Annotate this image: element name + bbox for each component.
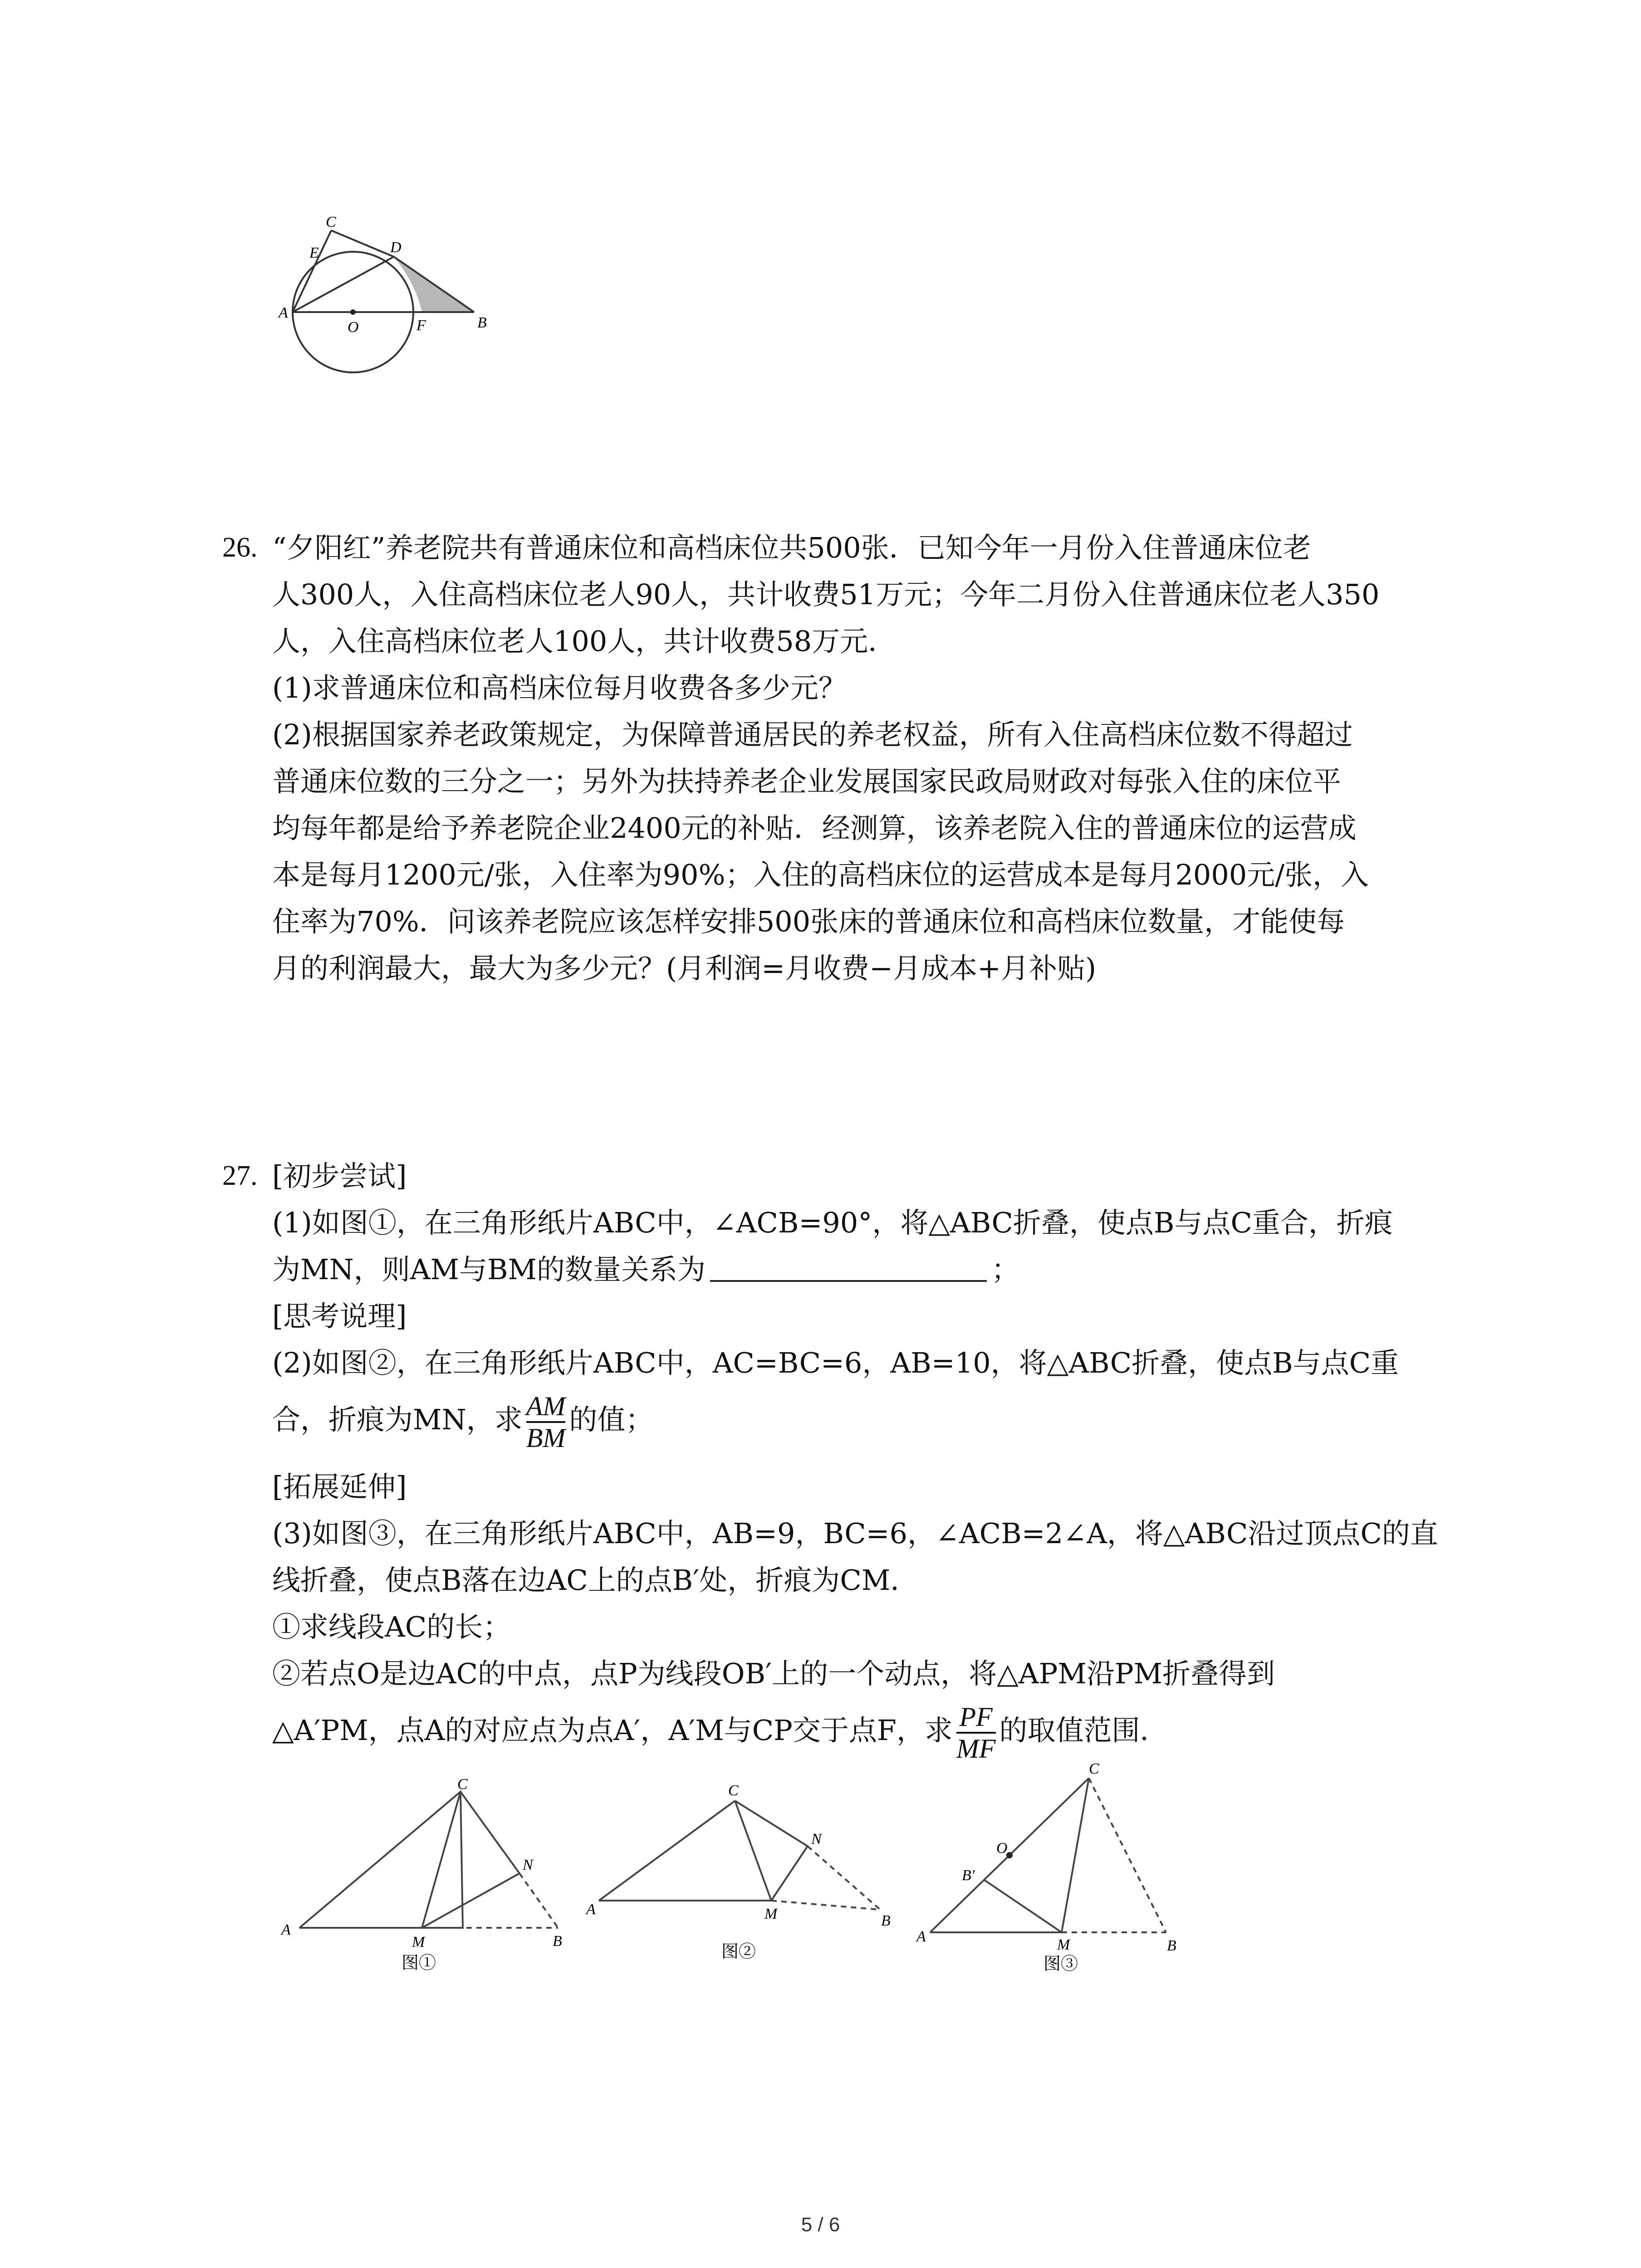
q27-part1-text: 为MN，则AM与BM的数量关系为	[272, 1253, 706, 1286]
q27-part3-line-2: 线折叠，使点B落在边AC上的点B′处，折痕为CM．	[272, 1564, 919, 1597]
q27-section-extension: [拓展延伸]	[272, 1470, 407, 1503]
label-b: B	[477, 314, 487, 331]
q27-part2-pre: 合，折痕为MN，求	[272, 1403, 523, 1436]
q27-part2-line-1: (2)如图②，在三角形纸片ABC中，AC=BC=6，AB=10，将△ABC折叠，使点B与点C重	[272, 1346, 1399, 1379]
q26-part1: (1)求普通床位和高档床位每月收费各多少元？	[272, 671, 847, 704]
q26-part2-line-1: (2)根据国家养老政策规定，为保障普通居民的养老权益，所有入住高档床位数不得超过	[272, 718, 1353, 751]
figure-1	[272, 1778, 581, 1996]
fig1-label-n: N	[523, 1857, 533, 1873]
fraction-denominator: MF	[956, 1733, 996, 1764]
fig3-label-b-prime: B′	[962, 1867, 975, 1884]
q27-number: 27.	[222, 1160, 258, 1191]
fraction-pf-mf	[956, 1702, 996, 1764]
q26-number: 26.	[222, 532, 258, 563]
q26-part2-line-2: 普通床位数的三分之一；另外为扶持养老企业发展国家民政局财政对每张入住的床位平	[272, 765, 1342, 798]
q27-section-reasoning: [思考说理]	[272, 1300, 407, 1333]
q27-part3-sub-2: ②若点O是边AC的中点，点P为线段OB′上的一个动点，将△APM沿PM折叠得到	[272, 1657, 1275, 1690]
q27-part1-end: ；	[991, 1253, 1020, 1286]
label-c: C	[326, 214, 336, 230]
q27-section-initial: [初步尝试]	[272, 1159, 407, 1193]
label-o: O	[348, 319, 359, 336]
page-number: 5 / 6	[801, 2214, 840, 2236]
q27-part2-line-2	[272, 1386, 653, 1454]
label-d: D	[390, 239, 402, 256]
q27-part2-post: 的值；	[569, 1403, 654, 1436]
label-a: A	[279, 304, 288, 321]
q27-part3-post: 的取值范围．	[999, 1714, 1168, 1747]
fig3-caption: 图③	[1043, 1955, 1078, 1974]
q27-part3-sub-1: ①求线段AC的长；	[272, 1610, 511, 1643]
q27-part3-pre: △A′PM，点A的对应点为点A′，A′M与CP交于点F，求	[272, 1714, 953, 1747]
q27-part3-line-1: (3)如图③，在三角形纸片ABC中，AB=9，BC=6，∠ACB=2∠A，将△ABC沿过顶点C的直	[272, 1517, 1438, 1550]
label-f: F	[416, 317, 426, 334]
fig1-caption: 图①	[402, 1954, 436, 1973]
circle-triangle-figure	[272, 209, 508, 390]
fig1-label-a: A	[281, 1921, 291, 1938]
q26-part2-line-5: 住率为70%．问该养老院应该怎样安排500张床的普通床位和高档床位数量，才能使每	[272, 905, 1345, 938]
q27-part1-line-1: (1)如图①，在三角形纸片ABC中，∠ACB=90°，将△ABC折叠，使点B与点C重合，折痕	[272, 1206, 1393, 1239]
fig3-label-c: C	[1089, 1760, 1099, 1777]
fig1-label-c: C	[457, 1778, 468, 1793]
figure-3	[907, 1760, 1216, 1996]
fig2-label-n: N	[811, 1831, 822, 1848]
fraction-numerator: PF	[959, 1701, 993, 1732]
fig3-label-a: A	[916, 1928, 926, 1945]
figure-2	[581, 1778, 898, 1996]
fig2-label-c: C	[728, 1782, 739, 1799]
q26-part2-line-6: 月的利润最大，最大为多少元？(月利润=月收费−月成本+月补贴)	[272, 952, 1097, 985]
fig2-label-a: A	[586, 1901, 596, 1918]
answer-blank[interactable]	[710, 1253, 987, 1282]
q26-line-3: 人，入住高档床位老人100人，共计收费58万元．	[272, 625, 896, 658]
q26-line-2: 人300人，入住高档床位老人90人，共计收费51万元；今年二月份入住普通床位老人350	[272, 578, 1380, 611]
fig3-label-m: M	[1057, 1936, 1070, 1953]
fig3-label-b: B	[1167, 1937, 1176, 1954]
q27-part3-sub-3	[272, 1696, 1168, 1765]
fig1-label-b: B	[553, 1933, 562, 1950]
label-e: E	[309, 244, 319, 261]
fig2-label-b: B	[881, 1912, 891, 1929]
fraction-numerator: AM	[526, 1391, 566, 1421]
fig3-label-o: O	[996, 1840, 1008, 1857]
q27-part1-line-2	[272, 1246, 1019, 1293]
q26-line-1: “夕阳红”养老院共有普通床位和高档床位共500张．已知今年一月份入住普通床位老	[272, 531, 1311, 564]
q26-part2-line-3: 均每年都是给予养老院企业2400元的补贴．经测算，该养老院入住的普通床位的运营成	[272, 811, 1357, 845]
q26-part2-line-4: 本是每月1200元/张，入住率为90%；入住的高档床位的运营成本是每月2000元/张，入	[272, 858, 1369, 891]
fig2-label-m: M	[764, 1906, 778, 1922]
fig2-caption: 图②	[721, 1942, 756, 1961]
fraction-am-bm	[526, 1391, 566, 1453]
fig1-label-m: M	[412, 1934, 425, 1950]
fraction-denominator: BM	[526, 1422, 566, 1453]
